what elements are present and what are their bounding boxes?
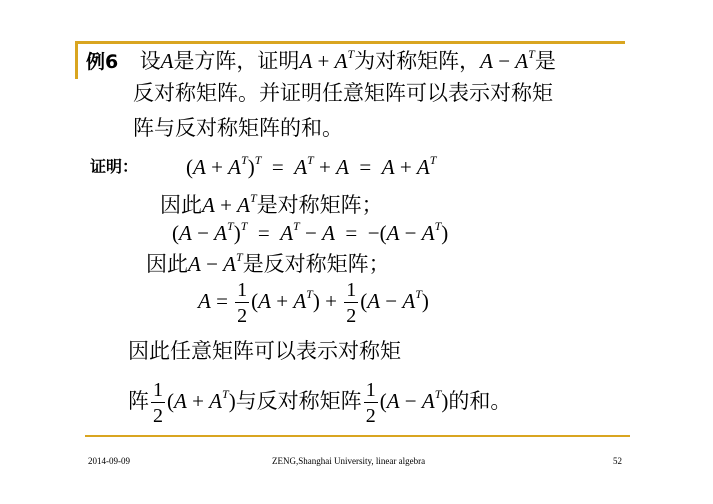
left-rule — [75, 41, 78, 79]
fraction-one-half: $\frac{1}{2}$ — [237, 279, 248, 328]
symmetric-conclusion: 因此$A + A^T$是对称矩阵； — [160, 191, 383, 217]
footer-course: ZENG,Shanghai University, linear algebra — [272, 456, 426, 466]
equation-1: $(A + A^T)^T = A^T + A = A + A^T$ — [186, 153, 437, 179]
fraction-one-half: $\frac{1}{2}$ — [153, 379, 163, 428]
example-line-1: 例6 设A是方阵，证明$A + A^T$为对称矩阵，$A - A^T$是 — [86, 47, 556, 73]
conclusion-line-2: 阵 $\frac{1}{2}$ $(A + A^T)$与反对称矩阵 $\frac{1}{2}$ $(A - A^T)$的和。 — [128, 379, 512, 428]
equation-2: $(A - A^T)^T = A^T - A = -(A - A^T)$ — [172, 219, 449, 245]
fraction-one-half: $\frac{1}{2}$ — [346, 279, 357, 328]
example-line-2: 反对称矩阵。并证明任意矩阵可以表示对称矩 — [133, 81, 553, 105]
antisymmetric-conclusion: 因此$A - A^T$是反对称矩阵； — [146, 250, 390, 276]
footer-page-number: 52 — [613, 456, 622, 466]
decomposition-equation: A = $\frac{1}{2}$ $(A + A^T)$ + $\frac{1}{2}$ $(A - A^T)$ — [198, 279, 429, 328]
conclusion-line-1: 因此任意矩阵可以表示对称矩 — [128, 339, 401, 363]
fraction-one-half: $\frac{1}{2}$ — [365, 379, 376, 428]
footer-rule — [85, 435, 630, 437]
footer-date: 2014-09-09 — [88, 456, 130, 466]
example-label: 例6 — [86, 51, 119, 73]
proof-label: 证明： — [90, 157, 139, 176]
example-line-3: 阵与反对称矩阵的和。 — [133, 116, 343, 140]
